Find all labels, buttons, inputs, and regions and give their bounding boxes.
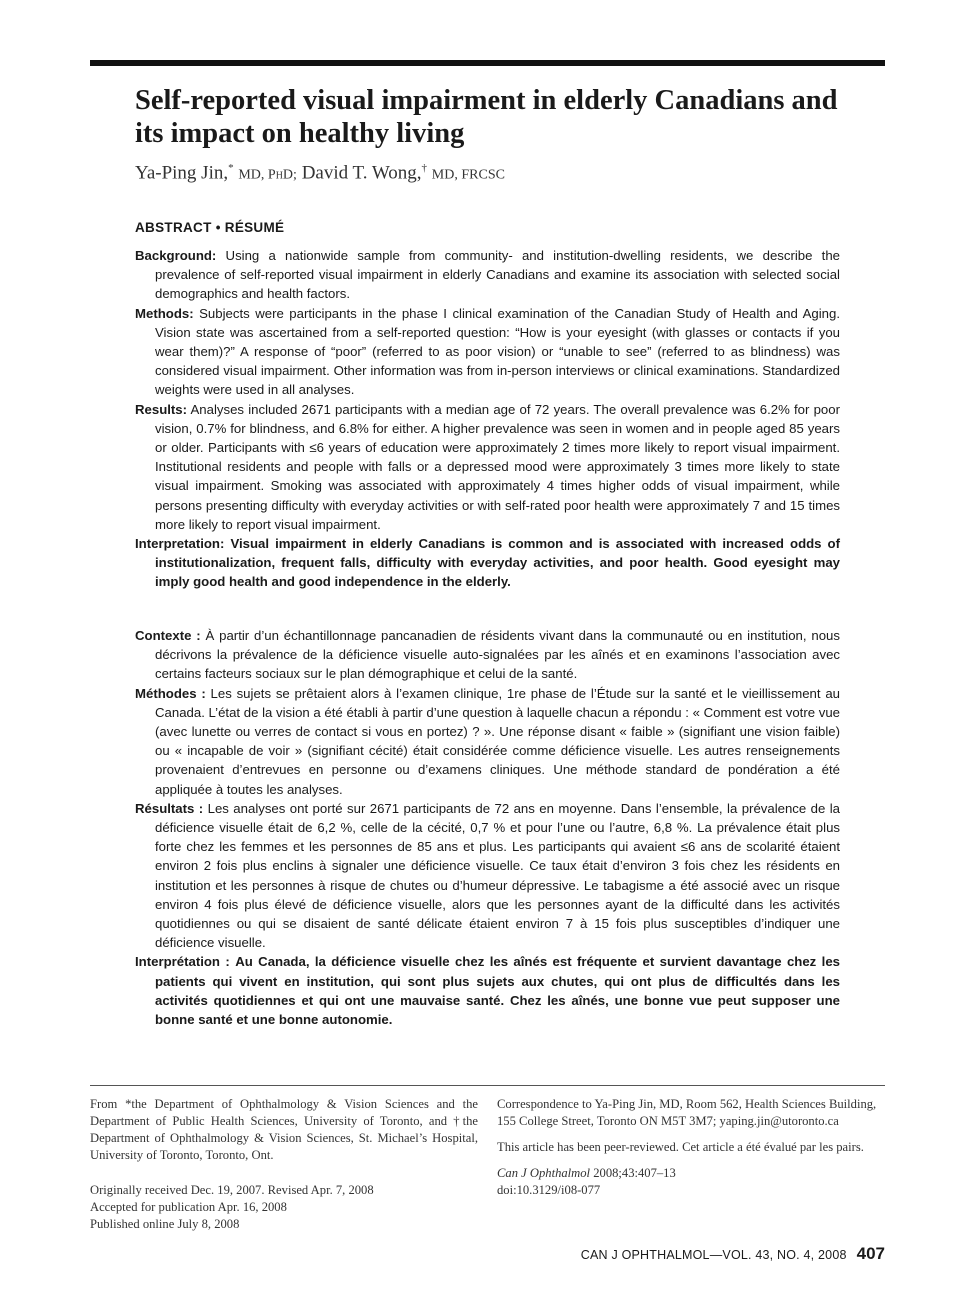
correspondence-note: Correspondence to Ya-Ping Jin, MD, Room 562, Health Sciences Building, 155 College Street, Toronto ON M5T 3M7; yaping.jin@utoronto.ca: [497, 1097, 877, 1128]
doi: doi:10.3129/i08-077: [497, 1183, 601, 1197]
abstract-paragraph: [135, 400, 840, 534]
received-date: Originally received Dec. 19, 2007. Revised Apr. 7, 2008: [90, 1183, 374, 1197]
abstract-label: Interprétation :: [135, 954, 230, 970]
author-degrees: MD, FRCSC: [431, 167, 505, 183]
abstract-paragraph: [135, 684, 840, 799]
abstract-label: Méthodes :: [135, 685, 206, 701]
abstract-text: Les analyses ont porté sur 2671 participants de 72 ans en moyenne. Dans l’ensemble, la prévalence de la déficience visuelle était de 6,2 %, celle de la cécité, 0,7 % et pour l’une ou l’autre, 6,8 %. La prévalence était plus forte chez les femmes et les personnes de 85 ans et plus. Les participants qui avaient ≤6 ans de scolarité étaient environ 2 fois plus enclins à signaler une déficience visuelle. Ce taux était d’environ 3 fois chez les résidents en institution et les personnes à risque de chutes ou d’humeur dépressive. Le tabagisme a été associé avec un risque environ 4 fois plus élevé de déficience visuelle, alors que les personnes ayant de la difficulté dans les activités quotidiennes ou qui se disaient de santé délicate étaient environ 7 à 15 fois plus susceptibles d’indiquer une déficience visuelle.: [155, 800, 841, 951]
accepted-date: Accepted for publication Apr. 16, 2008: [90, 1200, 287, 1214]
abstract-label: Contexte :: [135, 628, 201, 643]
abstract-paragraph: [135, 626, 840, 684]
abstract-paragraph: [135, 799, 840, 953]
journal-volume: CAN J OPHTHALMOL—VOL. 43, NO. 4, 2008: [580, 1248, 847, 1262]
author-degrees: MD, PhD;: [238, 167, 297, 183]
article-title: Self-reported visual impairment in elderly Canadians and its impact on healthy living: [135, 85, 838, 149]
citation-journal: Can J Ophthalmol: [497, 1166, 591, 1180]
author-mark: †: [421, 162, 428, 174]
footnote-left-column: [90, 1096, 478, 1233]
abstract-english: [135, 246, 840, 592]
author-mark: *: [228, 162, 234, 174]
abstract-paragraph: [135, 952, 840, 1029]
abstract-label: Methods:: [135, 305, 194, 321]
abstract-label: Background:: [135, 248, 217, 263]
footnote-right-column: [497, 1096, 889, 1199]
citation-detail: 2008;43:407–13: [593, 1166, 676, 1180]
abstract-paragraph: [135, 304, 840, 400]
abstract-text: Les sujets se prêtaient alors à l’examen clinique, 1re phase de l’Étude sur la santé et le vieillissement au Canada. L’état de la vision a été établi à partir d’une question à laquelle chacun a répondu : « Comment est votre vue (avec lunette ou verres de contact si vous en portez) ? ». Une réponse disant « faible » (signifiant une vision faible) ou « incapable de voir » (signifiant cécité) était considérée comme déficience visuelle. Les autres renseignements provenaient d’entrevues en personne ou d’examens cliniques. Une méthode standard de pondération a été appliquée à toutes les analyses.: [155, 685, 840, 797]
page-number: 407: [856, 1244, 885, 1263]
published-date: Published online July 8, 2008: [90, 1217, 240, 1231]
abstract-heading: ABSTRACT • RÉSUMÉ: [135, 220, 285, 235]
abstract-text: Analyses included 2671 participants with a median age of 72 years. The overall prevalence was 6.2% for poor vision, 0.7% for blindness, and 6.8% for either. A higher prevalence was seen in women and in people aged 85 years or older. Participants with ≤6 years of education were approximately 2 times more likely to report visual impairment. Institutional residents and people with falls or a depressed mood were approximately 3 times more likely to state visual impairment. Smoking was associated with approximately 4 times higher odds of visual impairment, while persons presenting difficulty with everyday activities or with self-rated poor health were approximately 7 and 15 times more likely to report visual impairment.: [155, 401, 840, 532]
running-footer: [581, 1244, 885, 1264]
citation: [497, 1165, 889, 1182]
abstract-label: Interpretation:: [135, 536, 225, 552]
author-name: Ya-Ping Jin,: [135, 162, 229, 184]
author-name: David T. Wong,: [301, 162, 422, 184]
author-line: [135, 162, 855, 184]
abstract-french: [135, 626, 840, 1029]
abstract-paragraph: [135, 246, 840, 304]
abstract-text: Subjects were participants in the phase I clinical examination of the Canadian Study of Health and Aging. Vision state was ascertained from a self-reported question: “How is your eyesight (with glasses or contacts if you wear them)?” A response of “poor” (referred to as poor vision) or “unable to see” (referred to as blindness) was considered visual impairment. Other information was from in-person interviews or clinical examinations. Standardized weights were used in all analyses.: [155, 305, 840, 398]
abstract-text: Using a nationwide sample from community- and institution-dwelling residents, we describe the prevalence of self-reported visual impairment in elderly Canadians and examine its association with selected social demographics and health factors.: [155, 248, 840, 302]
affiliation-note: From *the Department of Ophthalmology & Vision Sciences and the Department of Public Health Sciences, University of Toronto, and †the Department of Ophthalmology & Vision Sciences, St. Michael’s Hospital, University of Toronto, Toronto, Ont.: [90, 1097, 478, 1162]
top-rule: [90, 60, 885, 66]
abstract-label: Résultats :: [135, 800, 204, 816]
footnote-rule: [90, 1085, 885, 1086]
abstract-label: Results:: [135, 401, 188, 417]
abstract-paragraph: [135, 534, 840, 592]
abstract-text: Au Canada, la déficience visuelle chez les aînés est fréquente et survient davantage chez les patients qui vivent en institution, qui sont plus sujets aux chutes, qui ont plus de difficultés dans les activités quotidiennes et qui ont une mauvaise santé. Chez les aînés, une bonne vue peut supposer une bonne santé et une bonne autonomie.: [155, 954, 841, 1028]
abstract-text: À partir d’un échantillonnage pancanadien de résidents vivant dans la communauté ou en institution, nous décrivons la prévalence de la déficience visuelle auto-signalées par les aînés et en examinons l’association avec certains facteurs sociaux sur le plan démographique et celui de la santé.: [155, 628, 840, 682]
abstract-text: Visual impairment in elderly Canadians is common and is associated with increased odds of institutionalization, frequent falls, difficulty with everyday activities, and poor health. Good eyesight may imply good health and good independence in the elderly.: [155, 536, 840, 590]
peer-review-note: This article has been peer-reviewed. Cet article a été évalué par les pairs.: [497, 1140, 864, 1154]
